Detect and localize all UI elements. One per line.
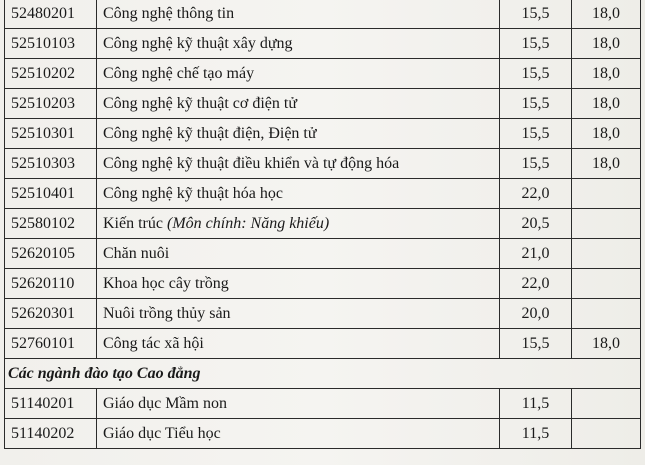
score-1: 15,5	[500, 29, 572, 59]
admission-score-table	[4, 0, 641, 449]
score-1: 15,5	[500, 89, 572, 119]
score-1: 15,5	[500, 149, 572, 179]
major-code: 52510303	[5, 149, 97, 179]
score-2: 18,0	[572, 59, 641, 89]
major-code: 52510203	[5, 89, 97, 119]
score-1: 20,0	[500, 299, 572, 329]
table-row	[5, 419, 641, 449]
major-name: Công tác xã hội	[97, 329, 500, 359]
major-name: Kiến trúc	[103, 215, 167, 232]
major-name: Công nghệ kỹ thuật hóa học	[97, 179, 500, 209]
major-code: 51140202	[5, 419, 97, 449]
score-1: 15,5	[500, 59, 572, 89]
major-note: (Môn chính: Năng khiếu)	[166, 215, 330, 232]
score-1: 15,5	[500, 119, 572, 149]
table-row	[5, 89, 641, 119]
major-name: Giáo dục Tiểu học	[97, 419, 500, 449]
score-1: 15,5	[500, 0, 572, 29]
score-2: 18,0	[572, 119, 641, 149]
score-2: 18,0	[572, 89, 641, 119]
major-name: Khoa học cây trồng	[97, 269, 500, 299]
score-2	[572, 239, 641, 269]
score-1: 11,5	[500, 389, 572, 419]
table-row	[5, 209, 641, 239]
major-name: Công nghệ kỹ thuật điện, Điện tử	[97, 119, 500, 149]
score-2	[572, 179, 641, 209]
major-name: Công nghệ kỹ thuật điều khiển và tự động hóa	[97, 149, 500, 179]
major-name-cell	[97, 209, 500, 239]
major-name: Chăn nuôi	[97, 239, 500, 269]
major-code: 52580102	[5, 209, 97, 239]
major-name: Công nghệ kỹ thuật cơ điện tử	[97, 89, 500, 119]
score-2	[572, 209, 641, 239]
score-2: 18,0	[572, 0, 641, 29]
table-row	[5, 329, 641, 359]
score-1: 22,0	[500, 179, 572, 209]
table-row	[5, 59, 641, 89]
major-code: 52620105	[5, 239, 97, 269]
major-name: Công nghệ thông tin	[97, 0, 500, 29]
table-row	[5, 119, 641, 149]
major-name: Công nghệ kỹ thuật xây dựng	[97, 29, 500, 59]
major-code: 52510202	[5, 59, 97, 89]
major-code: 52760101	[5, 329, 97, 359]
major-name: Nuôi trồng thủy sản	[97, 299, 500, 329]
table-row	[5, 0, 641, 29]
table-row	[5, 179, 641, 209]
major-code: 52620301	[5, 299, 97, 329]
major-code: 52510401	[5, 179, 97, 209]
table-row	[5, 29, 641, 59]
section-header-row	[5, 359, 641, 389]
major-code: 52480201	[5, 0, 97, 29]
score-1: 20,5	[500, 209, 572, 239]
score-1: 22,0	[500, 269, 572, 299]
score-2	[572, 269, 641, 299]
major-name: Công nghệ chế tạo máy	[97, 59, 500, 89]
score-1: 15,5	[500, 329, 572, 359]
score-2: 18,0	[572, 329, 641, 359]
section-title: Các ngành đào tạo Cao đẳng	[5, 359, 641, 389]
major-code: 51140201	[5, 389, 97, 419]
score-2: 18,0	[572, 29, 641, 59]
table-row	[5, 149, 641, 179]
major-name: Giáo dục Mầm non	[97, 389, 500, 419]
table-row	[5, 389, 641, 419]
major-code: 52510103	[5, 29, 97, 59]
major-code: 52620110	[5, 269, 97, 299]
score-1: 11,5	[500, 419, 572, 449]
major-code: 52510301	[5, 119, 97, 149]
score-2	[572, 299, 641, 329]
score-1: 21,0	[500, 239, 572, 269]
score-2	[572, 419, 641, 449]
table-row	[5, 269, 641, 299]
table-row	[5, 299, 641, 329]
score-2	[572, 389, 641, 419]
table-row	[5, 239, 641, 269]
score-2: 18,0	[572, 149, 641, 179]
